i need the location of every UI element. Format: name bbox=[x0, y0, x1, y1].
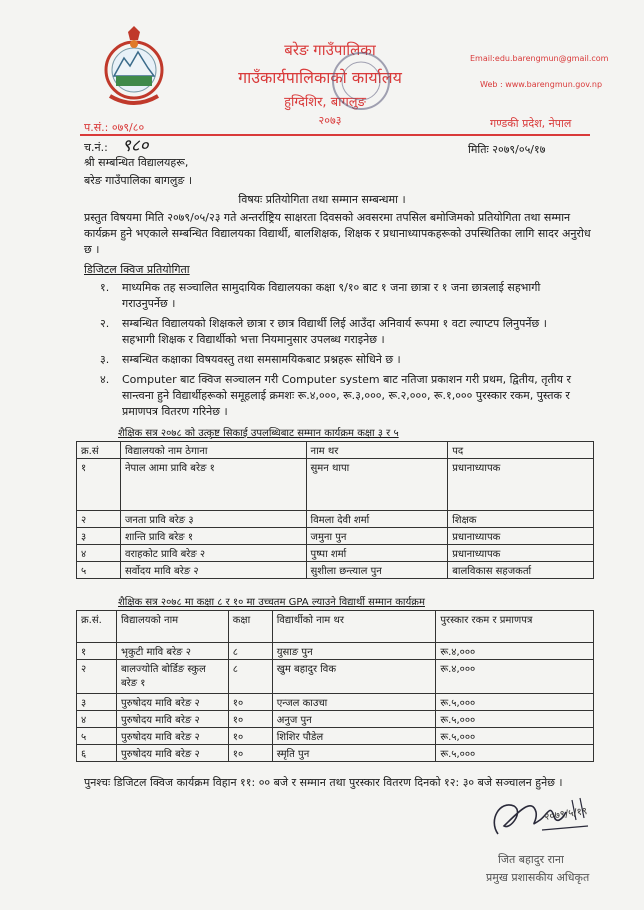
table-row bbox=[77, 562, 594, 579]
table-cell: नेपाल आमा प्रावि बरेङ १ bbox=[120, 459, 306, 511]
email-address: Email:edu.barengmun@gmail.com bbox=[470, 54, 609, 63]
table-cell: १० bbox=[228, 711, 272, 728]
table-cell: वराहकोट प्रावि बरेङ २ bbox=[120, 545, 306, 562]
list-item bbox=[100, 280, 590, 312]
table-cell: सुशीला छन्त्याल पुन bbox=[306, 562, 448, 579]
table-cell: २ bbox=[77, 660, 117, 694]
table-header: विद्यालयको नाम bbox=[116, 611, 228, 643]
list-item-text: सम्बन्धित कक्षाका विषयवस्तु तथा समसामयिकबाट प्रश्नहरू सोधिने छ । bbox=[122, 353, 401, 366]
table-header: पद bbox=[448, 442, 594, 459]
table-cell: १० bbox=[228, 694, 272, 711]
patra-sankhya: प.सं.: ०७९/८० bbox=[84, 121, 145, 134]
table-cell: जमुना पुन bbox=[306, 528, 448, 545]
table-cell: ६ bbox=[77, 745, 117, 762]
table-cell: १० bbox=[228, 728, 272, 745]
list-item-text: माध्यमिक तह सञ्चालित सामुदायिक विद्यालयका कक्षा ९/१० बाट १ जना छात्रा र १ जना छात्रलाई सहभागी गराउनुपर्नेछ । bbox=[122, 281, 541, 310]
table-cell: ३ bbox=[77, 694, 117, 711]
table-row bbox=[77, 745, 594, 762]
list-item bbox=[100, 372, 590, 420]
letterhead-title-line1: बरेङ गाउँपालिका bbox=[284, 41, 376, 59]
letterhead-title-line4: २०७३ bbox=[318, 114, 342, 127]
table-cell: रू.५,००० bbox=[436, 711, 594, 728]
table-row bbox=[77, 660, 594, 694]
table-cell: विमला देवी शर्मा bbox=[306, 511, 448, 528]
table-cell: रू.४,००० bbox=[436, 643, 594, 660]
signatory-title: प्रमुख प्रशासकीय अधिकृत bbox=[486, 871, 590, 884]
table-cell: स्मृति पुन bbox=[272, 745, 436, 762]
subject-line: विषयः प्रतियोगिता तथा सम्मान सम्बन्धमा । bbox=[238, 193, 406, 206]
table-cell: ४ bbox=[77, 711, 117, 728]
quiz-heading: डिजिटल क्विज प्रतियोगिता bbox=[84, 263, 190, 276]
table-cell: ८ bbox=[228, 643, 272, 660]
table-cell: प्रधानाध्यापक bbox=[448, 545, 594, 562]
nepal-emblem-icon bbox=[100, 26, 168, 112]
table-row bbox=[77, 511, 594, 528]
table-row bbox=[77, 528, 594, 545]
teacher-honor-table bbox=[76, 441, 594, 579]
table-row bbox=[77, 728, 594, 745]
signatory-name: जित बहादुर राना bbox=[498, 853, 564, 866]
letterhead-divider bbox=[80, 134, 590, 136]
table-cell: ५ bbox=[77, 728, 117, 745]
table-cell: बालज्योति बोर्डिङ स्कुल बरेङ १ bbox=[116, 660, 228, 694]
table-row bbox=[77, 643, 594, 660]
chalani-number: ९८० bbox=[122, 136, 149, 156]
letter-date: मितिः २०७९/०५/१७ bbox=[468, 143, 546, 156]
table-header: क्र.सं. bbox=[77, 611, 117, 643]
table-cell: सर्वोदय मावि बरेङ २ bbox=[120, 562, 306, 579]
table-cell: जनता प्रावि बरेङ ३ bbox=[120, 511, 306, 528]
table-header: क्र.सं bbox=[77, 442, 121, 459]
table-cell: भृकुटी मावि बरेङ २ bbox=[116, 643, 228, 660]
table-row bbox=[77, 694, 594, 711]
addressee-line1: श्री सम्बन्धित विद्यालयहरू, bbox=[84, 156, 189, 169]
list-item-number: १. bbox=[100, 281, 110, 294]
addressee-line2: बरेङ गाउँपालिका बागलुङ । bbox=[84, 174, 193, 187]
table-cell: खुम बहादुर विक bbox=[272, 660, 436, 694]
table2-caption: शैक्षिक सत्र २०७८ मा कक्षा ८ र १० मा उच्चतम GPA ल्याउने विद्यार्थी सम्मान कार्यक्रम bbox=[118, 597, 425, 608]
table-cell: पुरुषोदय मावि बरेङ २ bbox=[116, 694, 228, 711]
table-row bbox=[77, 459, 594, 511]
table-cell: शान्ति प्रावि बरेङ १ bbox=[120, 528, 306, 545]
table-cell: रू.५,००० bbox=[436, 745, 594, 762]
table-cell: १ bbox=[77, 459, 121, 511]
province-label: गण्डकी प्रदेश, नेपाल bbox=[490, 117, 572, 130]
list-item-text: Computer बाट क्विज सञ्चालन गरी Computer system बाट नतिजा प्रकाशन गरी प्रथम, द्वितीय, तृतीय र सान्त्वना हुने विद्यार्थीहरूको समूहलाई क्रमशः रू.४,०००, रू.३,०००, रू.२,०००, रू.१,००० पुरस्कार रकम, पुस्तक र प्रमाणपत्र वितरण गरिनेछ । bbox=[122, 373, 572, 418]
table-header: विद्यार्थीको नाम थर bbox=[272, 611, 436, 643]
table-cell: प्रधानाध्यापक bbox=[448, 459, 594, 511]
table-cell: युसाङ पुन bbox=[272, 643, 436, 660]
table-header-row bbox=[77, 611, 594, 643]
office-stamp bbox=[330, 50, 392, 112]
table-cell: ८ bbox=[228, 660, 272, 694]
table-cell: ४ bbox=[77, 545, 121, 562]
table-row bbox=[77, 545, 594, 562]
table-header: विद्यालयको नाम ठेगाना bbox=[120, 442, 306, 459]
list-item bbox=[100, 352, 590, 368]
table-cell: शिशिर पौडेल bbox=[272, 728, 436, 745]
table-cell: २ bbox=[77, 511, 121, 528]
table-cell: पुरुषोदय मावि बरेङ २ bbox=[116, 745, 228, 762]
table-cell: बालविकास सहजकर्ता bbox=[448, 562, 594, 579]
table-cell: शिक्षक bbox=[448, 511, 594, 528]
table-cell: ३ bbox=[77, 528, 121, 545]
table-cell: रू.४,००० bbox=[436, 660, 594, 694]
table-header: नाम थर bbox=[306, 442, 448, 459]
list-item-number: २. bbox=[100, 317, 110, 330]
table-header-row bbox=[77, 442, 594, 459]
table-cell: रू.५,००० bbox=[436, 694, 594, 711]
list-item-number: ३. bbox=[100, 353, 110, 366]
website-address: Web : www.barengmun.gov.np bbox=[480, 80, 603, 89]
list-item-text: सम्बन्धित विद्यालयको शिक्षकले छात्रा र छात्र विद्यार्थी लिई आउँदा अनिवार्य रूपमा १ वटा ल्याप्टप लिनुपर्नेछ । सहभागी शिक्षक र विद्यार्थीको भत्ता नियमानुसार उपलब्ध गराइनेछ । bbox=[122, 317, 547, 346]
student-gpa-table bbox=[76, 610, 594, 762]
table-cell: ५ bbox=[77, 562, 121, 579]
table-cell: एन्जल काउचा bbox=[272, 694, 436, 711]
table-cell: पुरुषोदय मावि बरेङ २ bbox=[116, 728, 228, 745]
chalani-label: च.नं.: bbox=[84, 141, 108, 154]
table-cell: १० bbox=[228, 745, 272, 762]
signature-date: २०७९/५/१९ bbox=[543, 806, 588, 823]
table-header: पुरस्कार रकम र प्रमाणपत्र bbox=[436, 611, 594, 643]
table-cell: पुष्पा शर्मा bbox=[306, 545, 448, 562]
handwritten-signature bbox=[480, 790, 600, 850]
table-header: कक्षा bbox=[228, 611, 272, 643]
table-cell: प्रधानाध्यापक bbox=[448, 528, 594, 545]
letterhead-title-line2: गाउँकार्यपालिकाको कार्यालय bbox=[238, 68, 402, 87]
list-item bbox=[100, 316, 590, 348]
table-cell: १ bbox=[77, 643, 117, 660]
letterhead-title-line3: हुग्दिशिर, बागलुङ bbox=[284, 95, 366, 110]
table-cell: पुरुषोदय मावि बरेङ २ bbox=[116, 711, 228, 728]
postscript-note: पुनश्चः डिजिटल क्विज कार्यक्रम विहान ११: ०० बजे र सम्मान तथा पुरस्कार वितरण दिनको १२: ३० बजे सञ्चालन हुनेछ । bbox=[84, 776, 563, 789]
table-cell: रू.५,००० bbox=[436, 728, 594, 745]
table1-caption: शैक्षिक सत्र २०७८ को उत्कृष्ट सिकाई उपलब्धिबाट सम्मान कार्यक्रम कक्षा ३ र ५ bbox=[118, 428, 399, 439]
table-cell: अनुज पुन bbox=[272, 711, 436, 728]
table-cell: सुमन थापा bbox=[306, 459, 448, 511]
table-row bbox=[77, 711, 594, 728]
body-paragraph: प्रस्तुत विषयमा मिति २०७९/०५/२३ गते अन्तर्राष्ट्रिय साक्षरता दिवसको अवसरमा तपसिल बमोजिमको प्रतियोगिता तथा सम्मान कार्यक्रम हुने भएकाले सम्बन्धित विद्यालयका विद्यार्थी, बालशिक्षक, शिक्षक र प्रधानाध्यापकहरूको उपस्थितिका लागि सादर अनुरोध छ । bbox=[84, 211, 591, 256]
list-item-number: ४. bbox=[100, 373, 110, 386]
